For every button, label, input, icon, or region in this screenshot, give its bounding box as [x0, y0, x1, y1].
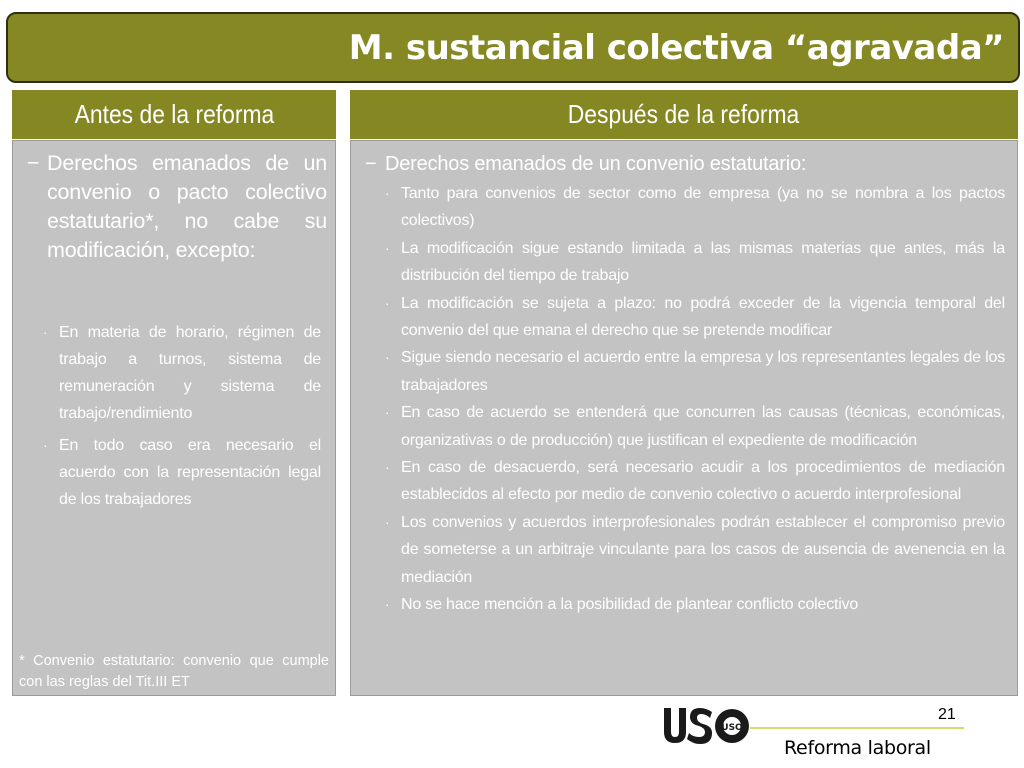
right-sub-item — [385, 399, 1007, 454]
dot-bullet-icon: · — [385, 513, 390, 530]
right-sub-item-text: No se hace mención a la posibilidad de plantear conflicto colectivo — [401, 596, 859, 614]
dot-bullet-icon: · — [43, 437, 48, 453]
right-sub-item — [385, 454, 1007, 509]
uso-logo — [660, 706, 752, 746]
dot-bullet-icon: · — [385, 459, 390, 476]
dot-bullet-icon: · — [43, 324, 48, 340]
right-sub-item-text: Los convenios y acuerdos interprofesionales podrán establecer el compromiso previo de someterse a un arbitraje vinculante para los casos de ausencia de avenencia en la mediación — [401, 513, 1005, 586]
right-main-item — [365, 150, 1005, 178]
right-sub-item-text: Tanto para convenios de sector como de empresa (ya no se nombra a los pactos colectivos) — [401, 185, 1005, 230]
dot-bullet-icon: · — [385, 349, 390, 366]
right-sub-item-text: En caso de acuerdo se entenderá que concurren las causas (técnicas, económicas, organizativas o de producción) que justifican el expediente de modificación — [401, 404, 1005, 449]
dot-bullet-icon: · — [385, 239, 390, 256]
page-number: 21 — [938, 706, 956, 723]
slide-title: M. sustancial colectiva “agravada” — [348, 27, 1004, 68]
right-sub-item — [385, 509, 1007, 591]
left-sub-item-text: En materia de horario, régimen de trabajo a turnos, sistema de remuneración y sistema de trabajo/rendimiento — [59, 324, 321, 422]
right-sub-item-list — [385, 180, 1007, 619]
logo-text: USO — [721, 723, 743, 733]
dot-bullet-icon: · — [385, 294, 390, 311]
right-sub-item-text: Sigue siendo necesario el acuerdo entre la empresa y los representantes legales de los trabajadores — [401, 349, 1005, 394]
slide-title-bar — [6, 12, 1020, 83]
left-column-header-label: Antes de la reforma — [74, 99, 274, 129]
dot-bullet-icon: · — [385, 185, 390, 201]
dash-bullet-icon: − — [365, 153, 377, 175]
right-sub-item-text: En caso de desacuerdo, será necesario acudir a los procedimientos de mediación establecidos al efecto por medio de convenio colectivo o acuerdo interprofesional — [401, 459, 1005, 504]
right-content-panel — [350, 140, 1018, 696]
left-column-header — [12, 90, 336, 139]
left-sub-item — [43, 432, 321, 513]
right-sub-item — [385, 235, 1007, 290]
dot-bullet-icon: · — [385, 596, 390, 613]
footnote: * Convenio estatutario: convenio que cumple con las reglas del Tit.III ET — [19, 653, 329, 690]
left-main-item-text: Derechos emanados de un convenio o pacto colectivo estatutario*, no cabe su modificación, excepto: — [47, 151, 327, 262]
footer-divider — [750, 727, 964, 729]
right-sub-item-text: La modificación se sujeta a plazo: no podrá exceder de la vigencia temporal del convenio del que emana el derecho que se pretende modificar — [401, 294, 1005, 340]
right-column-header-label: Después de la reforma — [568, 99, 800, 129]
right-column-header — [350, 90, 1018, 139]
right-main-item-text: Derechos emanados de un convenio estatutario: — [385, 153, 807, 175]
right-sub-item — [385, 591, 1007, 618]
left-sub-item-text: En todo caso era necesario el acuerdo con la representación legal de los trabajadores — [59, 437, 321, 508]
left-content-panel — [12, 140, 336, 696]
right-sub-item — [385, 344, 1007, 399]
dot-bullet-icon: · — [385, 404, 390, 421]
right-sub-item — [385, 180, 1007, 235]
right-sub-item-text: La modificación sigue estando limitada a las mismas materias que antes, más la distribución del tiempo de trabajo — [401, 239, 1005, 285]
right-sub-item — [385, 290, 1007, 345]
footer-label: Reforma laboral — [784, 737, 931, 759]
left-main-item — [27, 149, 327, 265]
left-sub-item — [43, 319, 321, 427]
dash-bullet-icon: − — [27, 151, 40, 175]
